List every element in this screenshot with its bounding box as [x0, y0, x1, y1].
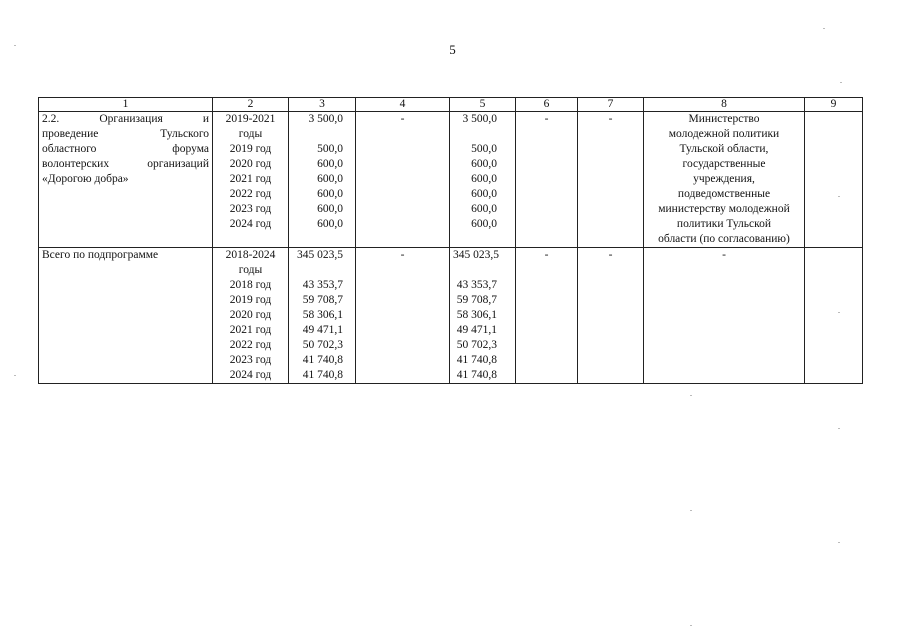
amount-line: 500,0 [317, 143, 343, 155]
col7-cell: - [578, 248, 644, 384]
amount-line: 500,0 [471, 143, 497, 155]
period-line: 2023 год [229, 203, 272, 215]
executor-cell [644, 112, 805, 248]
executor-line: государственные [682, 158, 766, 170]
scan-speck [690, 510, 692, 511]
executor-line: Тульской области, [679, 143, 769, 155]
period-line: 2020 год [229, 158, 272, 170]
header-cell: 8 [644, 98, 805, 112]
header-cell: 9 [805, 98, 863, 112]
col4-cell: - [356, 112, 450, 248]
col6-cell: - [516, 112, 578, 248]
amount-line: 41 740,8 [302, 354, 343, 366]
scan-speck [838, 428, 840, 429]
period-line: 2019 год [229, 143, 272, 155]
amount-total-cell [289, 112, 356, 248]
event-name-line: «Дорогою добра» [42, 173, 129, 185]
amount-line [453, 263, 497, 278]
amount-regional-cell [450, 248, 516, 384]
period-cell [213, 112, 289, 248]
amount-line [453, 127, 497, 142]
amount-line: 41 740,8 [456, 369, 497, 381]
event-name-line: 2.2. Организация и [42, 113, 209, 125]
amount-line: 600,0 [317, 218, 343, 230]
event-name-line: Всего по подпрограмме [42, 249, 159, 261]
amount-line: 3 500,0 [308, 113, 343, 125]
event-name-cell [39, 112, 213, 248]
col4-cell: - [356, 248, 450, 384]
executor-line: подведомственные [677, 188, 771, 200]
scan-speck [838, 542, 840, 543]
scan-speck [14, 45, 16, 46]
period-line: годы [238, 264, 263, 276]
col9-cell [805, 248, 863, 384]
executor-line: молодежной политики [668, 128, 780, 140]
period-line: 2021 год [229, 324, 272, 336]
amount-line: 50 702,3 [302, 339, 343, 351]
amount-line [292, 263, 343, 278]
amount-line: 345 023,5 [453, 249, 499, 261]
amount-line: 50 702,3 [456, 339, 497, 351]
header-cell: 4 [356, 98, 450, 112]
scan-speck [838, 312, 840, 313]
header-cell: 7 [578, 98, 644, 112]
period-line: 2024 год [229, 218, 272, 230]
amount-line: 600,0 [317, 158, 343, 170]
period-cell [213, 248, 289, 384]
event-name-line: проведение Тульского [42, 128, 209, 140]
header-cell: 5 [450, 98, 516, 112]
executor-line: министерству молодежной [658, 203, 790, 215]
scan-speck [690, 625, 692, 626]
amount-line: 58 306,1 [302, 309, 343, 321]
event-name-line: областного форума [42, 143, 209, 155]
amount-line: 600,0 [471, 173, 497, 185]
period-line: 2022 год [229, 339, 272, 351]
amount-line: 600,0 [471, 188, 497, 200]
period-line: 2022 год [229, 188, 272, 200]
scan-speck [840, 82, 842, 83]
executor-cell [644, 248, 805, 384]
period-line: 2020 год [229, 309, 272, 321]
period-line: 2021 год [229, 173, 272, 185]
period-line: 2024 год [229, 369, 272, 381]
period-line: 2019-2021 [225, 113, 276, 125]
amount-line: 600,0 [471, 218, 497, 230]
amount-line: 41 740,8 [456, 354, 497, 366]
scan-speck [838, 196, 840, 197]
amount-line: 43 353,7 [302, 279, 343, 291]
period-line: годы [238, 128, 263, 140]
amount-line: 345 023,5 [297, 249, 343, 261]
period-line: 2019 год [229, 294, 272, 306]
col9-cell [805, 112, 863, 248]
scan-speck [823, 28, 825, 29]
header-row [39, 98, 863, 112]
header-cell: 2 [213, 98, 289, 112]
amount-line: 3 500,0 [462, 113, 497, 125]
event-name-cell [39, 248, 213, 384]
event-name-line: волонтерских организаций [42, 158, 209, 170]
amount-line: 58 306,1 [456, 309, 497, 321]
amount-line: 41 740,8 [302, 369, 343, 381]
amount-line: 49 471,1 [456, 324, 497, 336]
period-line: 2018-2024 [225, 249, 276, 261]
amount-regional-cell [450, 112, 516, 248]
header-cell: 3 [289, 98, 356, 112]
period-line: 2023 год [229, 354, 272, 366]
amount-line: 600,0 [471, 158, 497, 170]
amount-line: 59 708,7 [456, 294, 497, 306]
amount-line: 600,0 [317, 173, 343, 185]
amount-line: 59 708,7 [302, 294, 343, 306]
col7-cell: - [578, 112, 644, 248]
header-cell: 1 [39, 98, 213, 112]
amount-line: 600,0 [317, 188, 343, 200]
executor-line: - [722, 249, 726, 261]
executor-line: области (по согласованию) [658, 233, 790, 245]
scan-speck [14, 375, 16, 376]
amount-line: 600,0 [471, 203, 497, 215]
scan-speck [690, 395, 692, 396]
page-number: 5 [449, 42, 456, 57]
budget-table [38, 97, 863, 384]
amount-line: 600,0 [317, 203, 343, 215]
table-row [39, 112, 863, 248]
col6-cell: - [516, 248, 578, 384]
period-line: 2018 год [229, 279, 272, 291]
amount-total-cell [289, 248, 356, 384]
table-row [39, 248, 863, 384]
amount-line [292, 127, 343, 142]
header-cell: 6 [516, 98, 578, 112]
amount-line: 43 353,7 [456, 279, 497, 291]
amount-line: 49 471,1 [302, 324, 343, 336]
executor-line: политики Тульской [676, 218, 772, 230]
executor-line: учреждения, [693, 173, 755, 185]
executor-line: Министерство [688, 113, 760, 125]
